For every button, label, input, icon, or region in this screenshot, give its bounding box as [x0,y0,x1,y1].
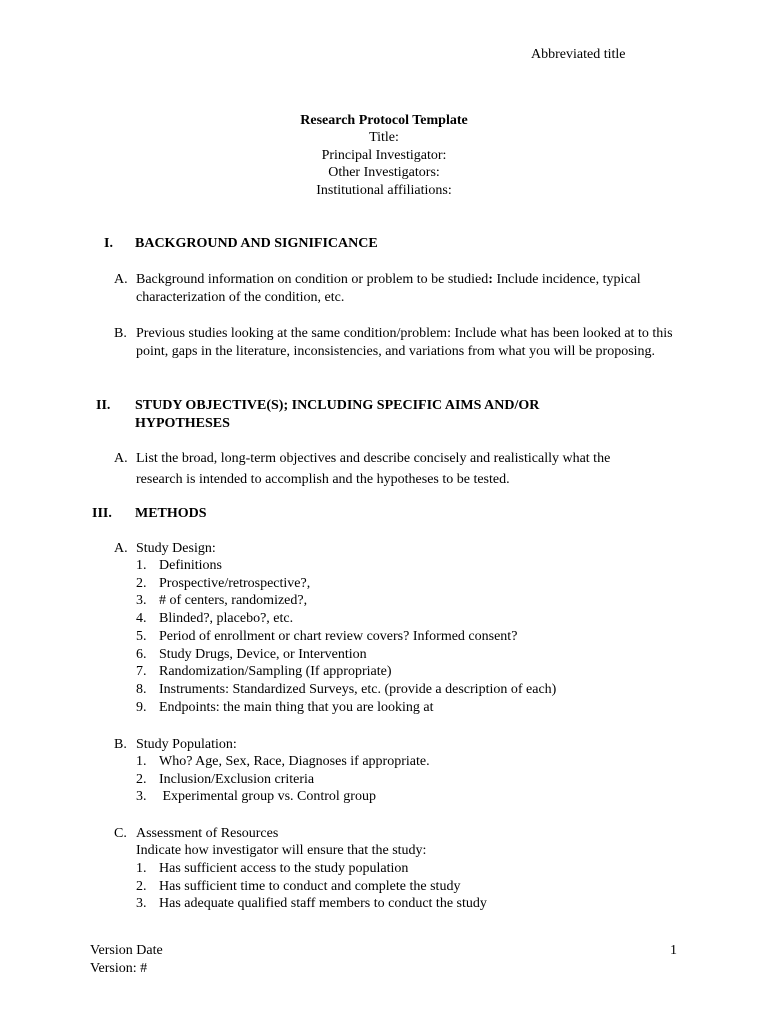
footer-version: Version: # [90,961,148,976]
item-letter: B. [114,326,127,341]
title-line: Title: [369,130,399,145]
study-design-list [136,557,556,716]
item-letter: A. [114,541,128,556]
list-item: 2. Inclusion/Exclusion criteria [136,771,315,787]
other-investigators-line: Other Investigators: [328,165,440,180]
list-item: 4. Blinded?, placebo?, etc. [136,611,294,627]
study-population-list [136,753,430,806]
background-info-lead: Background information on condition or problem to be studied [136,272,489,287]
resources-list [136,860,487,913]
list-item: 1. Who? Age, Sex, Race, Diagnoses if appropriate. [136,754,430,769]
section-heading: BACKGROUND AND SIGNIFICANCE [135,236,378,251]
list-item: 3. Experimental group vs. Control group [136,789,376,805]
objectives-line-2: research is intended to accomplish and the hypotheses to be tested. [136,472,510,487]
list-item: 6. Study Drugs, Device, or Intervention [136,646,367,662]
resources-intro: Indicate how investigator will ensure that the study: [136,843,427,858]
item-letter: B. [114,737,127,752]
section-numeral: I. [104,236,113,251]
previous-studies-paragraph: Previous studies looking at the same condition/problem: Include what has been looked at to this point, gaps in the literature, inconsistencies, and variations from what you will be proposing. [136,326,673,359]
institutional-affiliations-line: Institutional affiliations: [316,183,452,198]
background-info-paragraph [136,271,656,307]
list-item: 9. Endpoints: the main thing that you are looking at [136,699,434,715]
list-item: 8. Instruments: Standardized Surveys, etc. (provide a description of each) [136,681,557,697]
background-info-colon: : [488,272,493,287]
list-item: 1. Definitions [136,558,222,573]
section-numeral: III. [92,506,112,521]
item-letter: C. [114,826,127,841]
study-population-title: Study Population: [136,737,237,752]
study-design-title: Study Design: [136,541,216,556]
running-title: Abbreviated title [531,47,626,62]
list-item: 5. Period of enrollment or chart review covers? Informed consent? [136,628,518,644]
list-item: 7. Randomization/Sampling (If appropriate) [136,664,392,680]
objectives-line-1: List the broad, long-term objectives and describe concisely and realistically what the [136,451,611,466]
item-letter: A. [114,451,128,466]
resources-title: Assessment of Resources [136,826,279,841]
section-heading: METHODS [135,506,207,521]
item-letter: A. [114,272,128,287]
section-numeral: II. [96,398,111,413]
page-number: 1 [670,943,677,958]
footer-version-date: Version Date [90,943,163,958]
principal-investigator-line: Principal Investigator: [321,148,447,163]
background-info-text: Include incidence, typical characterization of the condition, etc. [136,272,641,305]
section-heading-continued: HYPOTHESES [135,416,230,431]
list-item: 1. Has sufficient access to the study population [136,861,409,876]
list-item: 3. # of centers, randomized?, [136,593,308,609]
list-item: 2. Prospective/retrospective?, [136,575,311,591]
list-item: 2. Has sufficient time to conduct and complete the study [136,878,461,894]
list-item: 3. Has adequate qualified staff members to conduct the study [136,896,487,912]
section-heading: STUDY OBJECTIVE(S); INCLUDING SPECIFIC AIMS AND/OR [135,398,540,413]
document-heading: Research Protocol Template [300,113,468,128]
